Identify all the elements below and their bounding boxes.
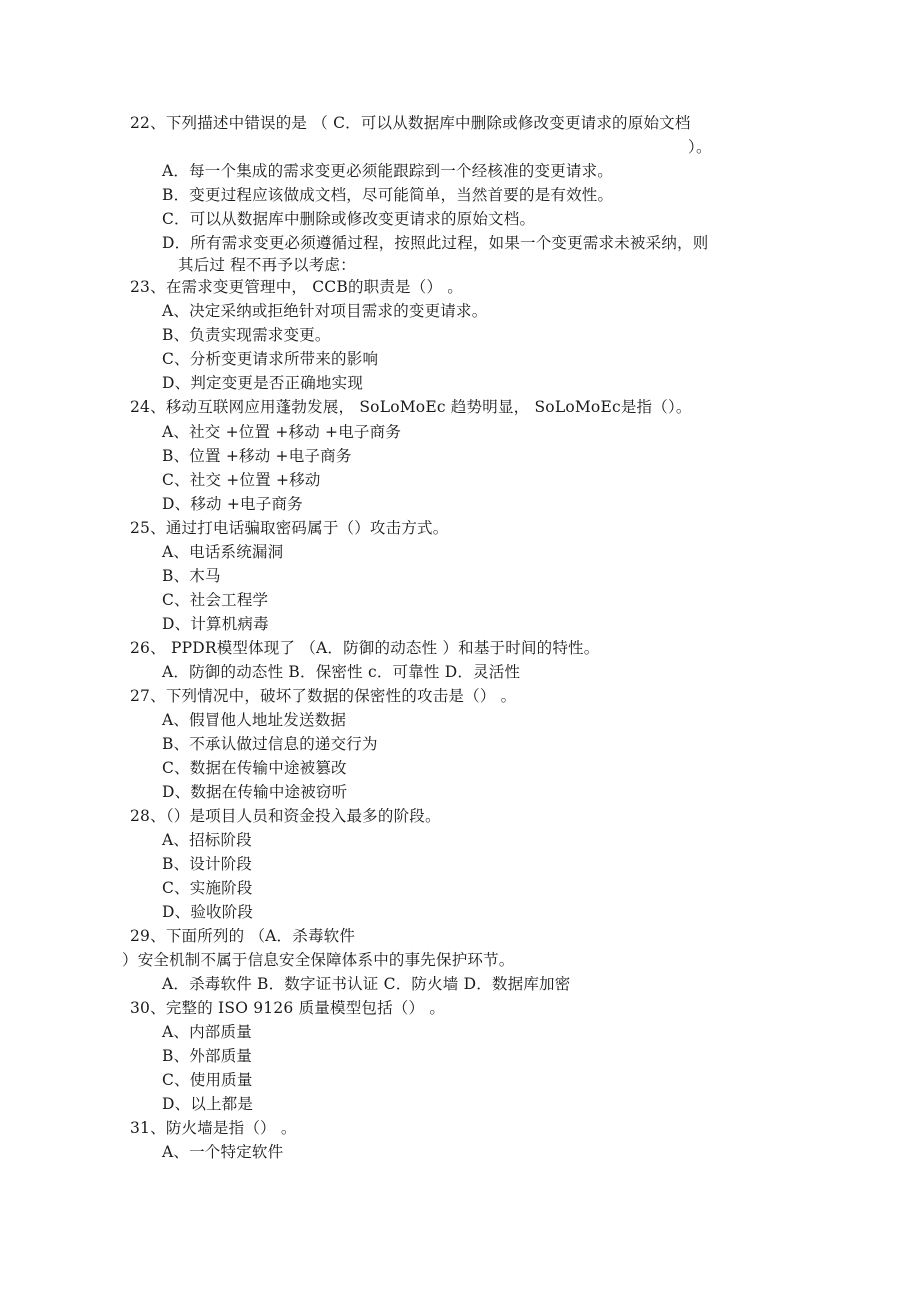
question-23-option-a: A、决定采纳或拒绝针对项目需求的变更请求。 xyxy=(162,302,488,320)
question-26-stem: 26、 PPDR模型体现了 （A．防御的动态性 ）和基于时间的特性。 xyxy=(130,639,600,657)
question-29-stem: 29、下面所列的 （A．杀毒软件 xyxy=(130,927,356,945)
question-23-stem: 23、在需求变更管理中， CCB的职责是（） 。 xyxy=(130,278,463,296)
question-27-option-a: A、假冒他人地址发送数据 xyxy=(162,711,347,729)
question-22-option-d: D．所有需求变更必须遵循过程，按照此过程，如果一个变更需求未被采纳，则 xyxy=(162,234,709,252)
question-30-option-b: B、外部质量 xyxy=(162,1047,253,1065)
question-23-option-d: D、判定变更是否正确地实现 xyxy=(162,374,364,392)
question-31-option-a: A、一个特定软件 xyxy=(162,1143,284,1161)
question-27-stem: 27、下列情况中，破坏了数据的保密性的攻击是（） 。 xyxy=(130,687,517,705)
question-30-option-d: D、以上都是 xyxy=(162,1095,254,1113)
question-31-stem: 31、防火墙是指（） 。 xyxy=(130,1119,297,1137)
question-28-option-a: A、招标阶段 xyxy=(162,831,252,849)
question-30-option-a: A、内部质量 xyxy=(162,1023,252,1041)
question-22-stem-end: ）。 xyxy=(688,138,712,156)
question-27-option-b: B、不承认做过信息的递交行为 xyxy=(162,735,378,753)
question-24-option-c: C、社交 +位置 +移动 xyxy=(162,471,321,489)
question-23-option-b: B、负责实现需求变更。 xyxy=(162,326,331,344)
question-29-stem-cont: ）安全机制不属于信息安全保障体系中的事先保护环节。 xyxy=(122,951,515,969)
question-30-stem: 30、完整的 ISO 9126 质量模型包括（） 。 xyxy=(130,999,446,1017)
question-25-option-d: D、计算机病毒 xyxy=(162,615,269,633)
question-22-stem: 22、下列描述中错误的是 （ C．可以从数据库中删除或修改变更请求的原始文档 xyxy=(130,114,691,132)
question-22-option-c: C．可以从数据库中删除或修改变更请求的原始文档。 xyxy=(162,210,536,228)
question-28-option-d: D、验收阶段 xyxy=(162,903,254,921)
question-25-stem: 25、通过打电话骗取密码属于（）攻击方式。 xyxy=(130,519,449,537)
question-27-option-c: C、数据在传输中途被篡改 xyxy=(162,759,347,777)
question-28-option-b: B、设计阶段 xyxy=(162,855,253,873)
question-26-options: A．防御的动态性 B．保密性 c．可靠性 D．灵活性 xyxy=(162,663,521,681)
question-25-option-a: A、电话系统漏洞 xyxy=(162,543,284,561)
question-28-option-c: C、实施阶段 xyxy=(162,879,253,897)
question-25-option-b: B、木马 xyxy=(162,567,221,585)
question-24-stem: 24、移动互联网应用蓬勃发展， SoLoMoEc 趋势明显， SoLoMoEc是指（）。 xyxy=(130,398,692,416)
question-28-stem: 28、（）是项目人员和资金投入最多的阶段。 xyxy=(130,807,441,825)
question-29-options: A．杀毒软件 B．数字证书认证 C．防火墙 D．数据库加密 xyxy=(162,975,571,993)
question-22-option-a: A．每一个集成的需求变更必须能跟踪到一个经核准的变更请求。 xyxy=(162,162,613,180)
question-25-option-c: C、社会工程学 xyxy=(162,591,269,609)
question-24-option-b: B、位置 +移动 +电子商务 xyxy=(162,447,352,465)
question-27-option-d: D、数据在传输中途被窃听 xyxy=(162,783,348,801)
question-24-option-a: A、社交 +位置 +移动 +电子商务 xyxy=(162,423,402,441)
question-23-option-c: C、分析变更请求所带来的影响 xyxy=(162,350,379,368)
question-30-option-c: C、使用质量 xyxy=(162,1071,253,1089)
question-22-option-b: B．变更过程应该做成文档，尽可能简单，当然首要的是有效性。 xyxy=(162,186,614,204)
question-22-option-d-cont: 其后过 程不再予以考虑： xyxy=(178,256,356,274)
question-24-option-d: D、移动 +电子商务 xyxy=(162,495,303,513)
